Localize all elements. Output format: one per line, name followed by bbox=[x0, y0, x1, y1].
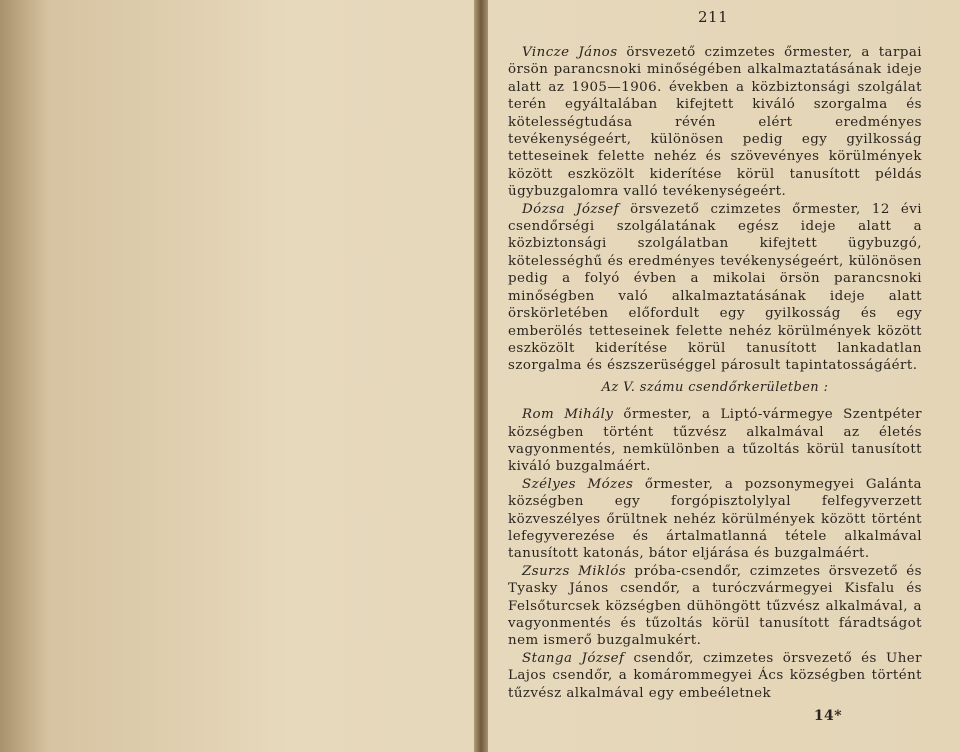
paragraph bbox=[508, 563, 922, 650]
paragraph bbox=[508, 44, 922, 201]
paragraph-text: örsvezető czimzetes őrmester, 12 évi csendőrségi szolgálatának egész ideje alatt a közbiztonsági szolgálatban kifejtett ügybuzgó, kötelességhű és eredményes tevékenységeért, különösen pedig a folyó évben a mikolai örsön parancsnoki minőségben való alkalmaztatásának ideje alatt örskörletében előfordult egy gyilkosság és egy emberölés tetteseinek felette nehéz körülmények között eszközölt kiderítése körül tanusított lankadatlan szorgalma és észszerüséggel párosult tapintatosságáért. bbox=[508, 201, 922, 374]
person-name: Zsurzs Miklós bbox=[522, 563, 627, 579]
paragraph bbox=[508, 201, 922, 375]
paragraph-text: örsvezető czimzetes őrmester, a tarpai örsön parancsnoki minőségében alkalmaztatásának ideje alatt az 1905—1906. években a közbiztonsági szolgálat terén egyáltalában kifejtett kiváló szorgalma és kötelességtudása révén elért eredményes tevékenységeért, különösen pedig egy gyilkosság tetteseinek felette nehéz és szövevényes körülmények között eszközölt kiderítése körül tanusított példás ügybuzgalomra valló tevékenységeért. bbox=[508, 45, 923, 200]
signature-mark: 14* bbox=[813, 708, 842, 725]
paragraph bbox=[508, 406, 922, 476]
person-name: Rom Mihály bbox=[522, 407, 614, 423]
section-heading: Az V. számu csendőrkerületben : bbox=[601, 379, 829, 395]
paragraph-text: őrmester, a pozsonymegyei Galánta községben egy forgópisztolylyal felfegyverzett közveszélyes őrültnek nehéz körülmények között történt lefegyverezése és ártalmatlanná tétele alkalmával tanusított katonás, bátor eljárása és buzgalmáért. bbox=[508, 476, 922, 562]
book-gutter bbox=[474, 0, 488, 752]
person-name: Stanga József bbox=[522, 650, 625, 666]
person-name: Vincze János bbox=[522, 45, 618, 60]
person-name: Dózsa József bbox=[522, 201, 619, 217]
paragraph-text: őrmester, a Liptó-vármegye Szentpéter községben történt tűzvész alkalmával az életés vagyonmentés, nemkülönben a tűzoltás körül tanusított kiváló buzgalmáért. bbox=[508, 407, 923, 475]
paragraph-text: próba-csendőr, czimzetes örsvezető és Tyasky János csendőr, a turóczvármegyei Kisfalu és Felsőturcsek községben dühöngött tűzvész alkalmával, a vagyonmentés és tűzoltás körül tanusított fáradtságot nem ismerő buzgalmukért. bbox=[508, 563, 922, 649]
paragraph bbox=[508, 476, 922, 563]
paragraph-text: csendőr, czimzetes örsvezető és Uher Lajos csendőr, a komárommegyei Ács községben történt tűzvész alkalmával egy embeéletnek bbox=[508, 650, 922, 701]
paragraph bbox=[508, 650, 922, 702]
page-number-right: 211 bbox=[698, 8, 729, 26]
right-text-block bbox=[508, 44, 922, 725]
person-name: Szélyes Mózes bbox=[522, 476, 634, 492]
